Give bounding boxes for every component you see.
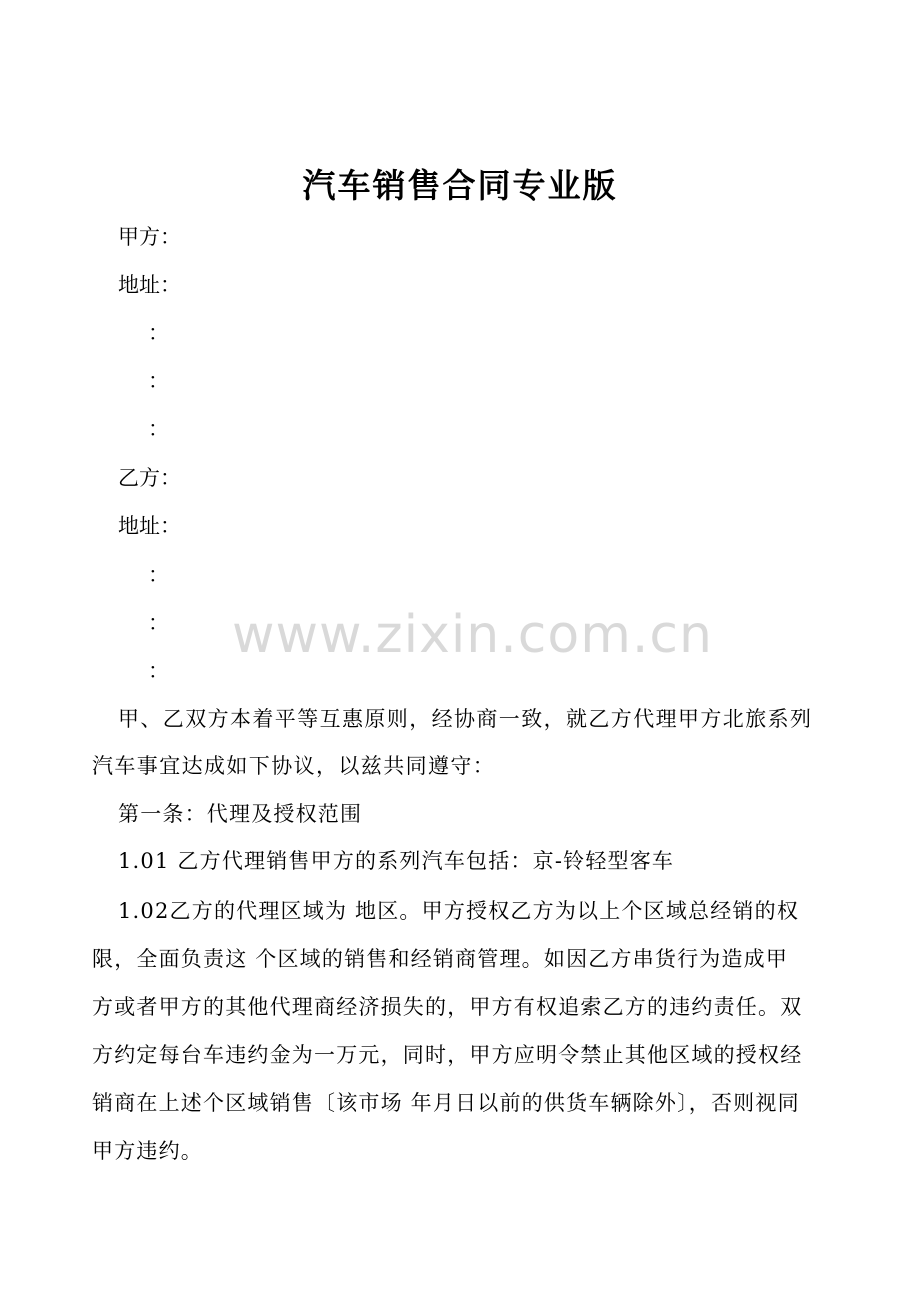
party-a-address-label: 地址： xyxy=(118,273,181,297)
clause-1-02-line-2: 限，全面负责这 个区域的销售和经销商管理。如因乙方串货行为造成甲 xyxy=(92,947,789,971)
intro-line-1: 甲、乙双方本着平等互惠原则，经协商一致，就乙方代理甲方北旅系列 xyxy=(118,707,813,731)
clause-1-02-line-5: 销商在上述个区域销售〔该市场 年月日以前的供货车辆除外〕，否则视同 xyxy=(92,1091,800,1115)
clause-1-02-line-1: 1.02乙方的代理区域为 地区。甲方授权乙方为以上个区域总经销的权 xyxy=(118,899,800,923)
party-b-field-1: ： xyxy=(148,563,169,587)
clause-1-01: 1.01 乙方代理销售甲方的系列汽车包括：京-铃轻型客车 xyxy=(118,849,675,873)
party-b-address-label: 地址： xyxy=(118,514,181,538)
clause-1-02-line-3: 方或者甲方的其他代理商经济损失的，甲方有权追索乙方的违约责任。双 xyxy=(92,995,803,1019)
party-b-field-2: ： xyxy=(148,611,169,635)
document-title: 汽车销售合同专业版 xyxy=(302,166,618,205)
party-a-field-2: ： xyxy=(148,369,169,393)
party-a-label: 甲方： xyxy=(118,225,181,249)
intro-line-2: 汽车事宜达成如下协议，以兹共同遵守： xyxy=(92,754,496,778)
party-a-field-1: ： xyxy=(148,321,169,345)
article-1-heading: 第一条：代理及授权范围 xyxy=(118,802,363,826)
watermark-text: www.zixin.com.cn xyxy=(232,605,713,665)
clause-1-02-line-6: 甲方违约。 xyxy=(92,1139,203,1163)
party-b-field-3: ： xyxy=(148,659,169,683)
party-a-field-3: ： xyxy=(148,417,169,441)
clause-1-02-line-4: 方约定每台车违约金为一万元，同时，甲方应明令禁止其他区域的授权经 xyxy=(92,1043,803,1067)
party-b-label: 乙方： xyxy=(118,466,181,490)
